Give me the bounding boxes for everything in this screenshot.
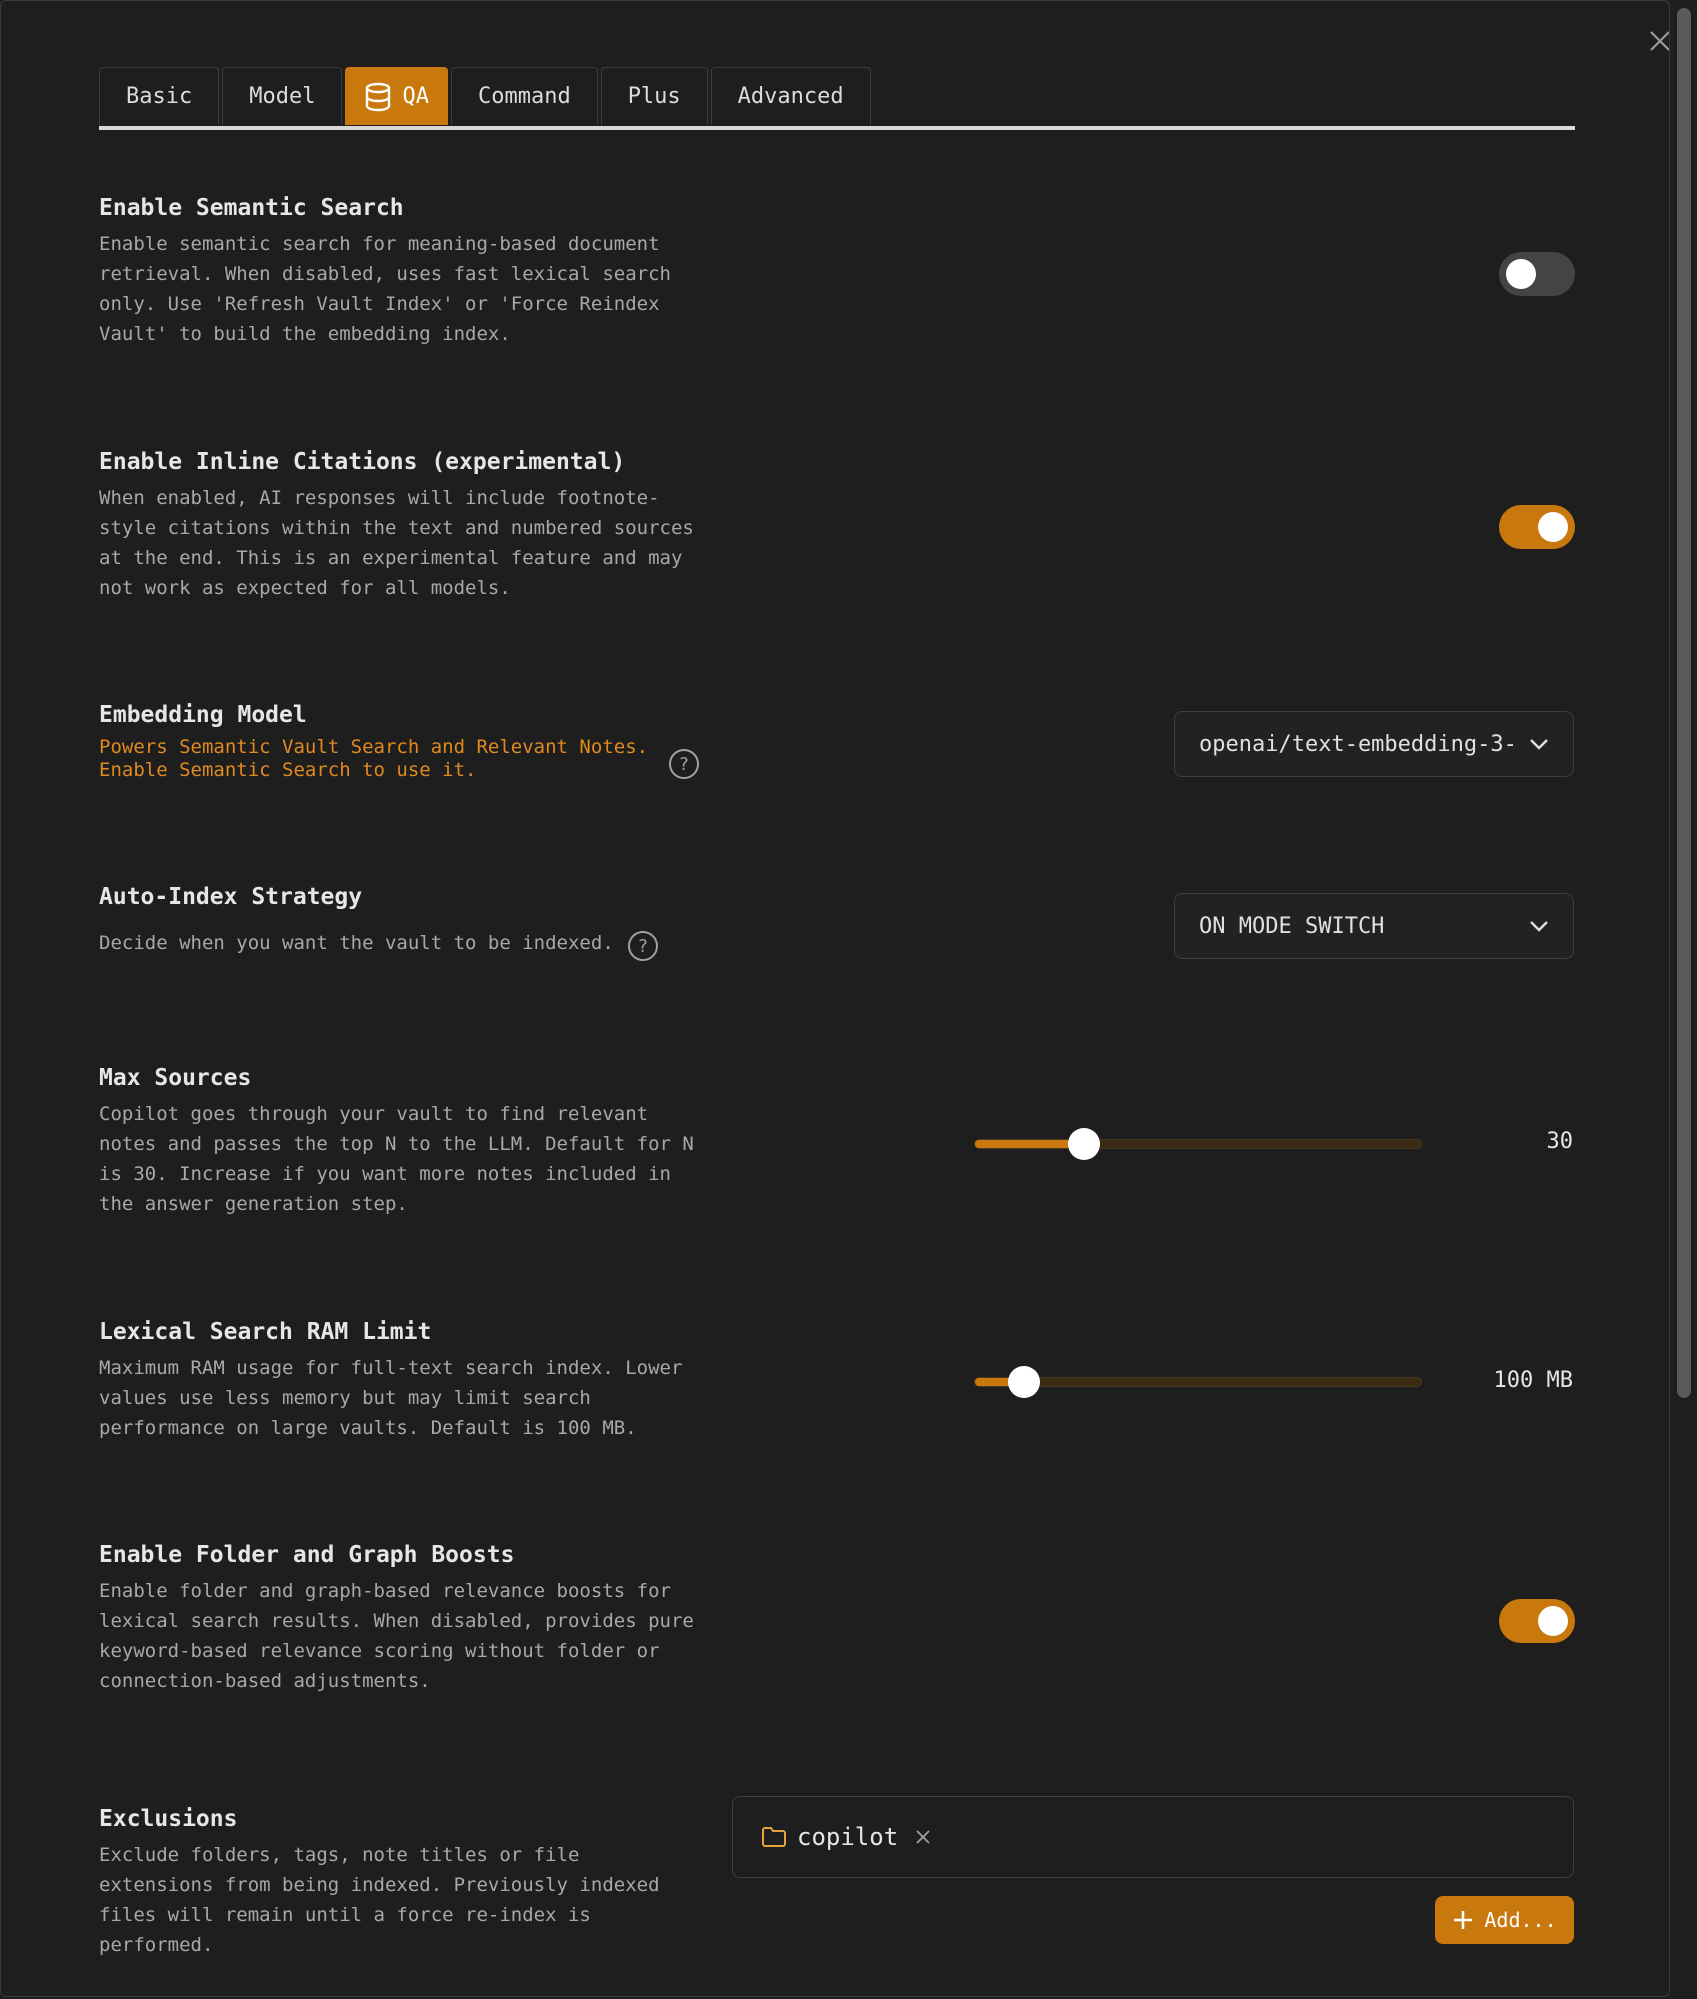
setting-description: When enabled, AI responses will include footnote-style citations within the text and numbered sources at the end. This is an experimental feature and may not work as expected for all models. (99, 487, 694, 599)
inline-citations-toggle[interactable] (1499, 505, 1575, 549)
toggle-knob (1506, 259, 1536, 289)
tab-label: Model (249, 84, 316, 109)
plus-icon (1452, 1909, 1474, 1931)
tab-basic[interactable] (99, 67, 219, 125)
folder-graph-boosts-toggle[interactable] (1499, 1599, 1575, 1643)
add-button-label: Add... (1484, 1908, 1557, 1932)
chevron-down-icon (1529, 738, 1549, 750)
tab-model[interactable] (222, 67, 342, 125)
setting-title: Enable Folder and Graph Boosts (99, 1542, 515, 1568)
setting-title: Embedding Model (99, 702, 307, 728)
setting-description: Maximum RAM usage for full-text search index. Lower values use less memory but may limit search performance on large vaults. Default is 100 MB. (99, 1357, 683, 1439)
slider-thumb[interactable] (1008, 1366, 1040, 1398)
tab-label: Plus (627, 84, 681, 109)
add-exclusion-button[interactable] (1435, 1896, 1574, 1944)
tab-underline (99, 126, 1575, 130)
setting-warning: Powers Semantic Vault Search and Relevant Notes. Enable Semantic Search to use it. (99, 736, 649, 781)
setting-description: Decide when you want the vault to be indexed. (99, 932, 614, 954)
embedding-model-select[interactable] (1174, 711, 1574, 777)
tab-command[interactable] (451, 67, 598, 125)
select-value: ON MODE SWITCH (1199, 913, 1385, 939)
tab-label: Basic (126, 84, 193, 109)
toggle-knob (1538, 1606, 1568, 1636)
setting-folder-graph-boosts (99, 1540, 1575, 1696)
setting-title: Enable Inline Citations (experimental) (99, 449, 626, 475)
setting-title: Exclusions (99, 1806, 238, 1832)
setting-description: Exclude folders, tags, note titles or file extensions from being indexed. Previously indexed files will remain until a force re-index is performed. (99, 1844, 660, 1956)
auto-index-select[interactable] (1174, 893, 1574, 959)
remove-icon[interactable] (914, 1828, 932, 1846)
exclusions-list (732, 1796, 1574, 1878)
setting-inline-citations (99, 447, 1575, 603)
folder-icon (761, 1826, 787, 1848)
tab-bar (99, 67, 874, 125)
help-icon[interactable]: ? (628, 931, 658, 961)
max-sources-slider[interactable] (974, 1139, 1422, 1149)
max-sources-value: 30 (1546, 1129, 1573, 1154)
setting-description: Enable folder and graph-based relevance boosts for lexical search results. When disabled, provides pure keyword-based relevance scoring without folder or connection-based adjustments. (99, 1580, 694, 1692)
tab-plus[interactable] (601, 67, 708, 125)
setting-title: Max Sources (99, 1065, 252, 1091)
setting-title: Enable Semantic Search (99, 195, 404, 221)
setting-semantic-search (99, 193, 1575, 349)
tab-advanced[interactable] (711, 67, 871, 125)
semantic-search-toggle[interactable] (1499, 252, 1575, 296)
setting-description: Enable semantic search for meaning-based document retrieval. When disabled, uses fast lexical search only. Use 'Refresh Vault Index' or 'Force Reindex Vault' to build the embedding index. (99, 233, 671, 345)
chevron-down-icon (1529, 920, 1549, 932)
tab-qa[interactable] (345, 67, 448, 125)
tab-label: QA (402, 84, 429, 109)
toggle-knob (1538, 512, 1568, 542)
select-value: openai/text-embedding-3- (1199, 731, 1517, 757)
database-icon (364, 82, 392, 112)
scrollbar-thumb[interactable] (1677, 8, 1691, 1398)
close-button[interactable] (1644, 25, 1670, 57)
setting-title: Auto-Index Strategy (99, 884, 363, 910)
tab-label: Advanced (737, 84, 844, 109)
exclusion-chip-label: copilot (797, 1823, 899, 1851)
help-icon[interactable]: ? (669, 749, 699, 779)
setting-description: Copilot goes through your vault to find relevant notes and passes the top N to the LLM. Default for N is 30. Increase if you want more notes included in the answer generation step. (99, 1103, 694, 1215)
tab-label: Command (477, 84, 571, 109)
ram-limit-value: 100 MB (1493, 1368, 1573, 1393)
close-icon (1648, 29, 1670, 53)
ram-limit-slider[interactable] (974, 1377, 1422, 1387)
setting-title: Lexical Search RAM Limit (99, 1319, 432, 1345)
